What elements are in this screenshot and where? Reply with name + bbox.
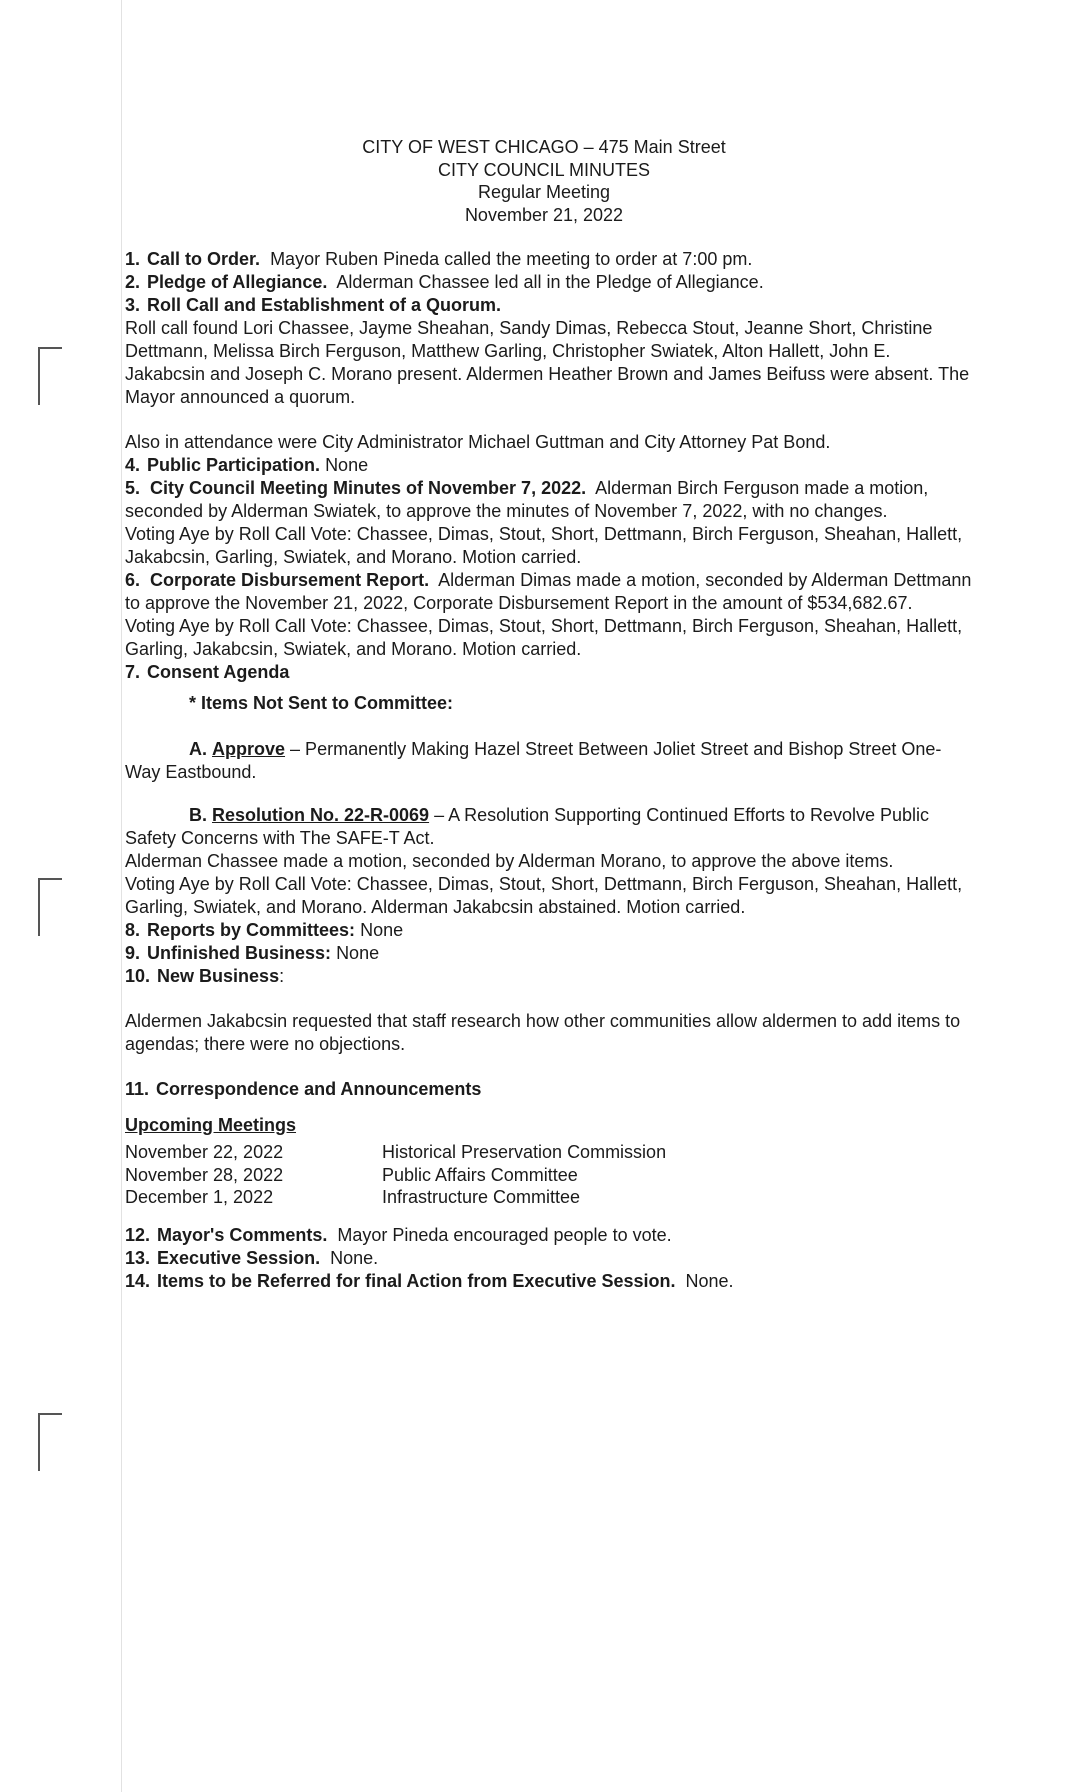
item-label: B. — [189, 805, 207, 825]
header-minutes-title: CITY COUNCIL MINUTES — [437, 159, 651, 180]
scan-bracket-mark — [38, 347, 62, 405]
section-executive-session — [125, 1247, 975, 1270]
section-text: Alderman Birch Ferguson made a motion, seconded by Alderman Swiatek, to approve the minutes of November 7, 2022, with no changes. — [125, 478, 929, 521]
section-number: 11. — [125, 1079, 150, 1099]
section-number: 5. — [125, 478, 141, 498]
roll-call-paragraph: Roll call found Lori Chassee, Jayme Sheahan, Sandy Dimas, Rebecca Stout, Jeanne Short, Christine Dettmann, Melissa Birch Ferguson, Matthew Garling, Christopher Swiatek, Alton Hallett, John E. Jakabcsin and Joseph C. Morano present. Aldermen Heather Brown and James Beifuss were absent. The Mayor announced a quorum. — [125, 318, 970, 407]
meeting-date: December 1, 2022 — [125, 1187, 274, 1207]
item-text: – Permanently Making Hazel Street Between Joliet Street and Bishop Street One-Way Eastbound. — [125, 739, 942, 782]
minutes-body — [125, 248, 975, 1293]
section-title: Call to Order. — [147, 249, 261, 269]
section-title: Reports by Committees: — [147, 920, 356, 940]
section-number: 2. — [125, 272, 141, 292]
item-link: Resolution No. 22-R-0069 — [212, 805, 430, 825]
section-number: 12. — [125, 1224, 151, 1245]
section-roll-call — [125, 294, 975, 317]
header-city-address: CITY OF WEST CHICAGO – 475 Main Street — [362, 137, 726, 157]
section-title: Items to be Referred for final Action from Executive Session. — [157, 1270, 676, 1291]
section-number: 1. — [125, 249, 141, 269]
item-link: Approve — [212, 739, 286, 759]
section-text: Alderman Chassee led all in the Pledge of Allegiance. — [336, 272, 764, 292]
item-label: A. — [189, 739, 207, 759]
section-text: None — [360, 920, 404, 940]
section-consent-agenda — [125, 661, 975, 684]
section-number: 14. — [125, 1270, 151, 1291]
scan-bracket-mark — [38, 1413, 62, 1471]
consent-subhead — [125, 692, 975, 715]
vote-paragraph: Voting Aye by Roll Call Vote: Chassee, Dimas, Stout, Short, Dettmann, Birch Ferguson, Sheahan, Hallett, Jakabcsin, Garling, Swiatek, and Morano. Motion carried. — [125, 524, 963, 567]
vote-paragraph: Voting Aye by Roll Call Vote: Chassee, Dimas, Stout, Short, Dettmann, Birch Ferguson, Sheahan, Hallett, Garling, Jakabcsin, Swiatek, and Morano. Motion carried. — [125, 616, 963, 659]
section-number: 8. — [125, 920, 141, 940]
section-title: Roll Call and Establishment of a Quorum. — [147, 295, 502, 315]
page-margin-line — [121, 0, 122, 1792]
section-title: Pledge of Allegiance. — [147, 272, 328, 292]
section-title: Unfinished Business: — [147, 943, 332, 963]
section-title: Public Participation. — [147, 455, 321, 475]
header-meeting-type: Regular Meeting — [477, 182, 611, 202]
new-business-paragraph: Aldermen Jakabcsin requested that staff research how other communities allow aldermen to add items to agendas; there were no objections. — [125, 1011, 961, 1054]
section-unfinished-business — [125, 942, 975, 965]
upcoming-meetings-list — [125, 1141, 975, 1209]
meeting-name: Infrastructure Committee — [382, 1187, 581, 1207]
document-header — [0, 136, 1088, 226]
section-items-referred — [125, 1270, 975, 1293]
section-minutes-approval — [125, 477, 975, 523]
section-number: 7. — [125, 662, 141, 682]
section-mayors-comments — [125, 1224, 975, 1247]
consent-item-b — [125, 804, 975, 850]
section-call-to-order — [125, 248, 975, 271]
section-title: New Business — [157, 966, 280, 986]
section-text: Mayor Ruben Pineda called the meeting to order at 7:00 pm. — [270, 249, 753, 269]
header-meeting-date: November 21, 2022 — [464, 204, 624, 225]
section-new-business — [125, 965, 975, 988]
section-title: Executive Session. — [157, 1247, 321, 1268]
section-number: 4. — [125, 455, 141, 475]
section-title: Correspondence and Announcements — [156, 1079, 482, 1099]
meeting-row — [125, 1164, 975, 1187]
meeting-row — [125, 1141, 975, 1164]
item-text: – A Resolution Supporting Continued Efforts to Revolve Public Safety Concerns with The SAFE-T Act. — [125, 805, 930, 848]
scan-bracket-mark — [38, 878, 62, 936]
section-number: 10. — [125, 966, 151, 986]
section-text: None. — [330, 1247, 379, 1268]
section-title: Consent Agenda — [147, 662, 290, 682]
section-text: None. — [685, 1270, 734, 1291]
meeting-date: November 28, 2022 — [125, 1164, 284, 1185]
meeting-name: Public Affairs Committee — [382, 1164, 578, 1185]
section-number: 13. — [125, 1247, 151, 1268]
motion-paragraph: Alderman Chassee made a motion, seconded by Alderman Morano, to approve the above items. — [125, 851, 894, 871]
section-title: City Council Meeting Minutes of November 7, 2022. — [150, 478, 587, 498]
section-public-participation — [125, 454, 975, 477]
vote-paragraph: Voting Aye by Roll Call Vote: Chassee, Dimas, Stout, Short, Dettmann, Birch Ferguson, Sheahan, Hallett, Garling, Swiatek, and Morano. Alderman Jakabcsin abstained. Motion carried. — [125, 874, 963, 917]
section-number: 6. — [125, 570, 141, 590]
section-reports-by-committees — [125, 919, 975, 942]
meeting-name: Historical Preservation Commission — [382, 1142, 667, 1162]
section-colon: : — [279, 966, 285, 986]
meeting-date: November 22, 2022 — [125, 1142, 284, 1162]
section-title: Corporate Disbursement Report. — [150, 570, 430, 590]
section-number: 9. — [125, 943, 141, 963]
consent-item-a — [125, 738, 975, 784]
section-text: None — [336, 943, 380, 963]
attendance-paragraph: Also in attendance were City Administrator Michael Guttman and City Attorney Pat Bond. — [125, 432, 831, 452]
consent-subhead-text: * Items Not Sent to Committee: — [189, 693, 454, 713]
section-correspondence — [125, 1078, 975, 1101]
section-disbursement-report — [125, 569, 975, 615]
section-number: 3. — [125, 295, 141, 315]
section-text: None — [325, 455, 369, 475]
upcoming-meetings-title: Upcoming Meetings — [125, 1115, 297, 1135]
section-pledge — [125, 271, 975, 294]
section-text: Alderman Dimas made a motion, seconded by Alderman Dettmann to approve the November 21, 2022, Corporate Disbursement Report in the amount of $534,682.67. — [125, 570, 972, 613]
section-title: Mayor's Comments. — [157, 1224, 328, 1245]
meeting-row — [125, 1186, 975, 1209]
section-text: Mayor Pineda encouraged people to vote. — [337, 1224, 672, 1245]
